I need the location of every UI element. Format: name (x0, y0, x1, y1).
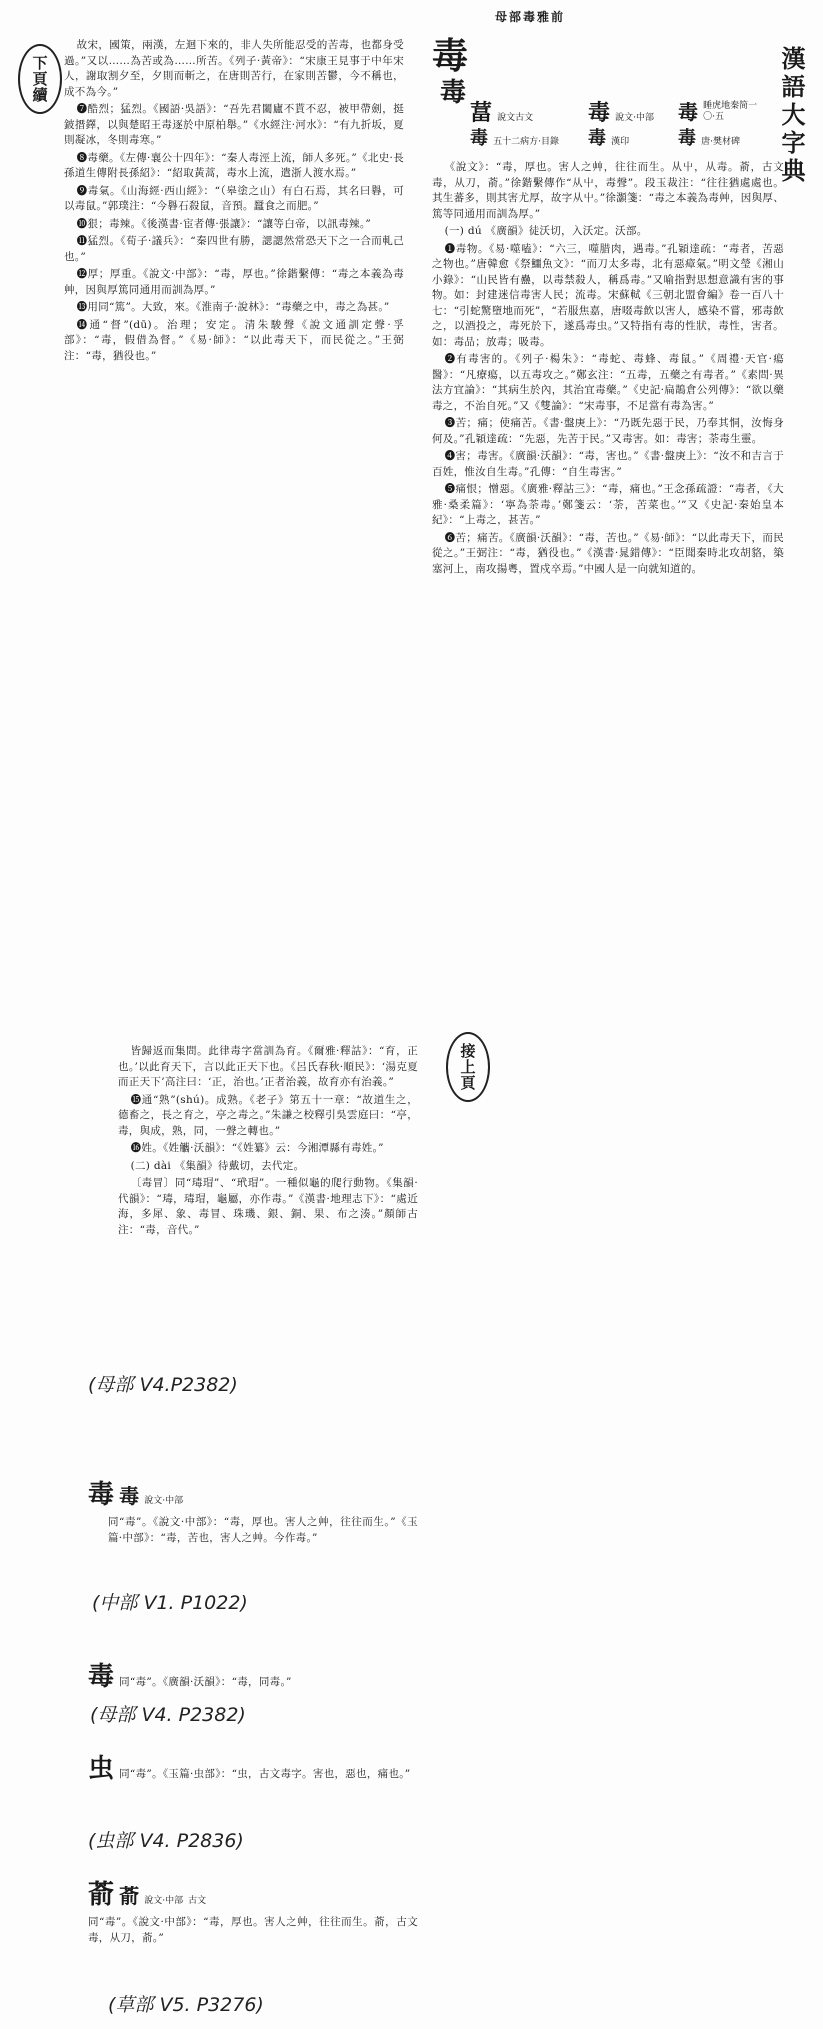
left-para-0: 故宋，國策，兩漢，左迴下來的，非人失所能忍受的苦毒，也都身受過。”又以……為苦或為……所苦。《列子·黃帝》：“宋康王見事于中年宋人，謝取割夕至，夕則而斬之，在唐則苦行，在家則苦鬱，今不稱也，成不為今。” (64, 39, 404, 98)
entry-4-head: 虫 (88, 1754, 115, 1784)
cont-para-0: 皆歸返而集問。此律毒字當訓為育。《爾雅·釋詁》：“育，正也。’以此育天下，言以此正天下也。《呂氏春秋·順民》：‘湯克夏而正天下’高注曰：‘正，治也。’正者治義，故育亦有治義。” (118, 1045, 418, 1088)
entry-5-variant: 萮 (119, 1884, 140, 1908)
handwritten-ref-1: (母部 V4.P2382) (88, 1374, 238, 1396)
form-6: 毒 唐·樊材碑 (678, 128, 740, 149)
left-para-2: ❽毒藥。《左傳·襄公十四年》：“秦人毒涇上流，師人多死。”《北史·長孫道生傳附長孫紹》：“紹取黃蒿，毒水上流，遣浙人渡水焉。” (64, 151, 404, 179)
entry-5-note1: 說文·中部 (144, 1896, 184, 1906)
entry-2-text: 同“毒”。《說文·中部》：“毒，厚也。害人之艸，往往而生。”《玉篇·中部》：“毒，苦也，害人之艸。今作毒。” (108, 1516, 418, 1544)
left-para-1: ❼酷烈；猛烈。《國語·吳語》：“吾先君闔廬不貰不忍，被甲帶劍，挺鈹搢鐸，以與楚昭王毒逐於中原柏舉。”《水經注·河水》：“有九折坂，夏則凝冰，冬則毒寒。” (64, 103, 404, 146)
left-para-7: ⓭用同“篤”。大致，來。《淮南子·說林》：“毒藥之中，毒之為甚。” (76, 301, 390, 313)
right-para-3: ❷有毒害的。《列子·楊朱》：“毒蛇、毒蜂、毒鼠。”《周禮·天官·瘍醫》：“凡療瘍，以五毒攻之。”鄭玄注：“五毒，五藥之有毒者。”《素問·異法方宜論》：“其病生於內，其治宜毒藥。”《史記·扁鵲倉公列傳》：“欲以藥毒之，不治自死。”又《雙論》：“宋毒事，不足當有毒為害。” (432, 353, 784, 412)
entry-5 (88, 1880, 418, 1946)
right-para-7: ❻苦；痛苦。《廣韻·沃韻》：“毒，苦也。”《易·師》：“以此毒天下，而民從之。”王弼注：“毒，猶役也。”《漢書·晁錯傳》：“臣聞秦時北攻胡貉，築塞河上，南攻揚粵，置戍卒焉。”中國人是一向就知道的。 (432, 531, 784, 575)
entry-5-text: 同“毒”。《說文·中部》：“毒，厚也。害人之艸，往往而生。萮，古文毒，从刀，萮。” (88, 1916, 418, 1944)
left-para-8: ⓮通“督”(dū)。治理；安定。清朱駿聲《說文通訓定聲·孚部》：“毒，假借為督。”《易·師》：“以此毒天下，而民從之。”王弼注：“毒，猶役也。” (64, 318, 404, 362)
right-para-6: ❺痛恨；憎惡。《廣雅·釋詁三》：“毒，痛也。”王念孫疏證：“毒者，《大雅·桑柔篇》：‘寧為荼毒。’鄭箋云：‘荼，苦菜也。’”又《史記·秦始皇本紀》：“上毒之，甚苦。” (432, 483, 784, 526)
form-1: 葍 說文古文 (470, 100, 534, 126)
cont-para-3: (二) dài 《集韻》待戴切，去代定。 (130, 1159, 305, 1172)
head-variant-char: 毒 (440, 78, 467, 108)
entry-2 (88, 1480, 418, 1546)
glyph-forms (470, 96, 770, 148)
left-para-6: ⓬厚；厚重。《說文·中部》：“毒，厚也。”徐鍇繫傳：“毒之本義為毒艸，因與厚篤同通用而訓為厚。” (64, 268, 404, 296)
handwritten-ref-3: (母部 V4. P2382) (90, 1704, 246, 1726)
right-para-4: ❸苦；痛；使痛苦。《書·盤庚上》：“乃既先惡于民，乃奉其恫，汝悔身何及。”孔穎達疏：“先惡，先苦于民。”又毒害。如：毒害；荼毒生靈。 (432, 417, 784, 445)
entry-5-head: 萮 (88, 1880, 115, 1910)
entry-3-text: 同“毒”。《廣韻·沃韻》：“毒，同毒。” (119, 1676, 292, 1688)
form-4: 毒 五十二病方·目錄 (470, 128, 559, 149)
handwritten-ref-4: (虫部 V4. P2836) (88, 1830, 244, 1852)
entry-4-text: 同“毒”。《玉篇·虫部》：“虫，古文毒字。害也，惡也，痛也。” (119, 1768, 411, 1780)
left-para-3: ❾毒氣。《山海經·西山經》：“（皋塗之山）有白石焉，其名曰礜，可以毒鼠。”郭璞注：“今礜石殺鼠，音預。蠶食之而肥。” (64, 184, 404, 212)
entry-2-head: 毒 (88, 1480, 115, 1510)
left-column (64, 38, 404, 988)
entry-5-note2: 古文 (188, 1896, 207, 1906)
entry-3-head: 毒 (88, 1662, 115, 1692)
continuation-column (118, 1044, 418, 1344)
handwritten-ref-2: (中部 V1. P1022) (92, 1592, 248, 1614)
entry-4 (88, 1756, 418, 1783)
right-column (432, 160, 784, 990)
right-para-1: (一) dú 《廣韻》徒沃切，入沃定。沃部。 (444, 225, 648, 237)
right-para-2: ❶毒物。《易·噬嗑》：“六三，噬腊肉，遇毒。”孔穎達疏：“毒者，苦惡之物也。”唐韓愈《祭鱷魚文》：“而刀太多毒，北有惡瘴氣。”明文瑩《湘山小錄》：“山民皆有蠱，以毒禁殺人，稱爲毒。”又喻指對思想意識有害的事物。如：封建迷信毒害人民；流毒。宋蘇軾《三朝北盟會編》卷一百八十七：“引蛇驚墮地而死”，“若服焦嘉，唐啜毒飲以害人，感染不嘗，邪毒飲之，以酒投之，毒死於下，遂爲毒虫。”又特指有毒的性狀，毒性，害者。如：毒品；放毒；吸毒。 (432, 242, 784, 348)
stamp-prev-page: 下頁續 (18, 44, 62, 114)
right-para-5: ❹害；毒害。《廣韻·沃韻》：“毒，害也。”《書·盤庚上》：“汝不和吉言于百姓，惟汝自生毒。”孔傳：“自生毒害。” (432, 450, 784, 478)
right-para-0: 《說文》：“毒，厚也。害人之艸，往往而生。从屮，从毒。萮，古文毒，从刀，萮。”徐鍇繫傳作“从屮，毒聲”。段玉裁注：“往往猶處處也。其生蕃多，則其害尤厚，故字从屮。”徐灝箋：“毒之本義為毒艸，因與厚、篤等同通用而訓為厚。” (432, 161, 784, 220)
cont-para-4: 〔毒冒〕同“瑇瑁”、“玳瑁”。一種似龜的爬行動物。《集韻·代韻》：“瑇，瑇瑁，龜屬，亦作毒。”《漢書·地理志下》：“處近海，多犀、象、毒冒、珠璣、銀、銅、果、布之湊。”顏師古注：“毒，音代。” (118, 1177, 418, 1236)
handwritten-ref-5: (草部 V5. P3276) (108, 1994, 264, 2016)
head-char: 毒 (432, 35, 469, 77)
entry-2-variant: 毒 (119, 1484, 140, 1508)
cont-para-1: ⓯通“熟”(shú)。成熟。《老子》第五十一章：“故道生之，德畜之，長之育之，亭之毒之。”朱謙之校釋引吳雲庭曰：“亭，毒，與成，熟，同，一聲之轉也。” (118, 1093, 418, 1137)
form-3: 毒 睡虎地秦简一〇·五 (678, 100, 758, 124)
entry-2-note: 說文·中部 (144, 1496, 184, 1506)
form-2: 毒 說文·中部 (588, 100, 654, 126)
left-para-4: ❿狠；毒辣。《後漢書·宦者傳·張讓》：“讓等白帝，以訊毒辣。” (76, 217, 372, 230)
left-para-5: ⓫猛烈。《荀子·議兵》：“秦四世有勝，諰諰然常恐天下之一合而軋己也。” (64, 235, 404, 263)
cont-para-2: ⓰姓。《姓觿·沃韻》：“《姓纂》云：今湘潭縣有毒姓。” (130, 1142, 384, 1154)
entry-3 (88, 1664, 418, 1691)
running-header: 母部毒雅前 (495, 10, 566, 24)
stamp-next-page: 接上頁 (446, 1032, 490, 1102)
form-5: 毒 漢印 (588, 128, 630, 149)
series-title: 漢語大字典 (777, 46, 806, 186)
